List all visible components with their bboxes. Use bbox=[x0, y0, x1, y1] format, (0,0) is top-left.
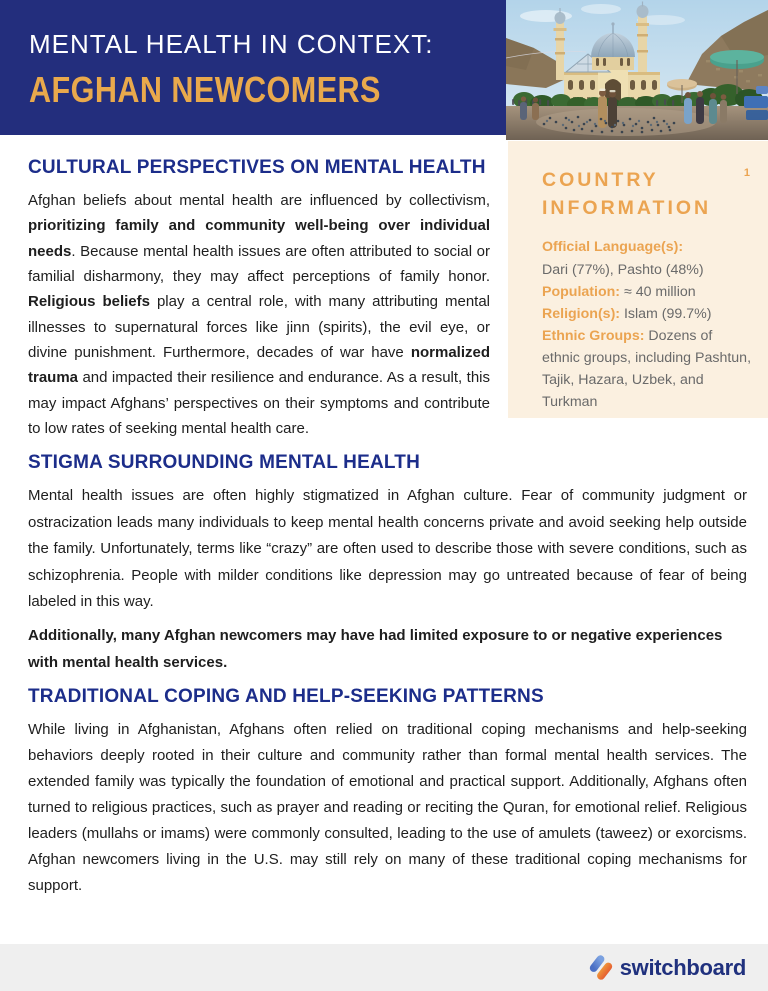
section-traditional-coping bbox=[28, 686, 747, 899]
document-title-line1: MENTAL HEALTH IN CONTEXT: bbox=[29, 29, 434, 59]
country-info-label: Population: bbox=[542, 283, 621, 300]
country-info-item bbox=[542, 303, 752, 325]
section-paragraph: While living in Afghanistan, Afghans often relied on traditional coping mechanisms and help-seeking behaviors deeply rooted in their culture and community rather than formal mental health services. The extended family was typically the foundation of emotional and practical support. Additionally, Afghans often turned to religious practices, such as prayer and reading or reciting the Quran, for emotional relief. Religious leaders (mullahs or imams) were commonly consulted, leading to the use of amulets (taweez) or exorcisms. Afghan newcomers living in the U.S. may still rely on many of these traditional coping mechanisms for support. bbox=[28, 721, 747, 894]
section-heading: STIGMA SURROUNDING MENTAL HEALTH bbox=[28, 452, 421, 473]
stigma-note-paragraph: Additionally, many Afghan newcomers may have had limited exposure to or negative experiences with mental health services. bbox=[28, 627, 723, 671]
switchboard-logo bbox=[588, 954, 746, 981]
country-info-value: Dozens of ethnic groups, including Pashtun, Tajik, Hazara, Uzbek, and Turkman bbox=[542, 328, 752, 411]
country-info-label: Ethnic Groups: bbox=[542, 328, 645, 344]
country-info-panel bbox=[508, 141, 768, 418]
country-info-value: ≈ 40 million bbox=[620, 283, 696, 300]
country-info-item bbox=[542, 236, 752, 280]
footer-bar bbox=[0, 944, 768, 991]
footnote-reference: 1 bbox=[743, 167, 750, 179]
switchboard-wordmark: switchboard bbox=[619, 954, 746, 980]
country-info-label: Religion(s): bbox=[542, 305, 621, 322]
country-info-label: Official Language(s): bbox=[542, 239, 684, 256]
section-heading: TRADITIONAL COPING AND HELP-SEEKING PATTERNS bbox=[28, 686, 544, 707]
mosque-photo-illustration bbox=[506, 0, 768, 140]
country-info-list bbox=[542, 236, 752, 413]
document-title-line2: AFGHAN NEWCOMERS bbox=[29, 69, 381, 110]
country-info-item bbox=[542, 281, 752, 303]
country-info-value: Islam (99.7%) bbox=[620, 305, 712, 322]
header-photo bbox=[506, 0, 768, 140]
section-cultural-perspectives bbox=[28, 157, 490, 441]
country-info-heading-text: COUNTRY INFORMATION bbox=[542, 169, 712, 219]
country-info-item bbox=[542, 325, 752, 414]
section-stigma bbox=[28, 452, 747, 616]
section-paragraph: Mental health issues are often highly stigmatized in Afghan culture. Fear of community judgment or ostracization leads many individuals to keep mental health concerns private and avoid seeking help outside the family. Unfortunately, terms like “crazy” are often used to describe those with severe conditions, such as schizophrenia. People with milder conditions like depression may go untreated because of fear of being labeled in this way. bbox=[28, 487, 747, 611]
header-banner bbox=[0, 0, 506, 135]
switchboard-logo-icon bbox=[588, 954, 615, 981]
section-paragraph: Afghan beliefs about mental health are influenced by collectivism, prioritizing family and community well-being over individual needs. Because mental health issues are often attributed to social or familial disharmony, they may affect perceptions of family honor. Religious beliefs play a central role, with many attributing mental illnesses to supernatural forces like jinn (spirits), the evil eye, or divine punishment. Furthermore, decades of war have normalized trauma and impacted their resilience and endurance. As a result, this may impact Afghans’ perspectives on their symptoms and contribute to low rates of seeking mental health care. bbox=[28, 192, 490, 438]
section-heading: CULTURAL PERSPECTIVES ON MENTAL HEALTH bbox=[28, 157, 486, 178]
country-info-heading bbox=[542, 167, 752, 222]
country-info-value: Dari (77%), Pashto (48%) bbox=[542, 261, 704, 278]
